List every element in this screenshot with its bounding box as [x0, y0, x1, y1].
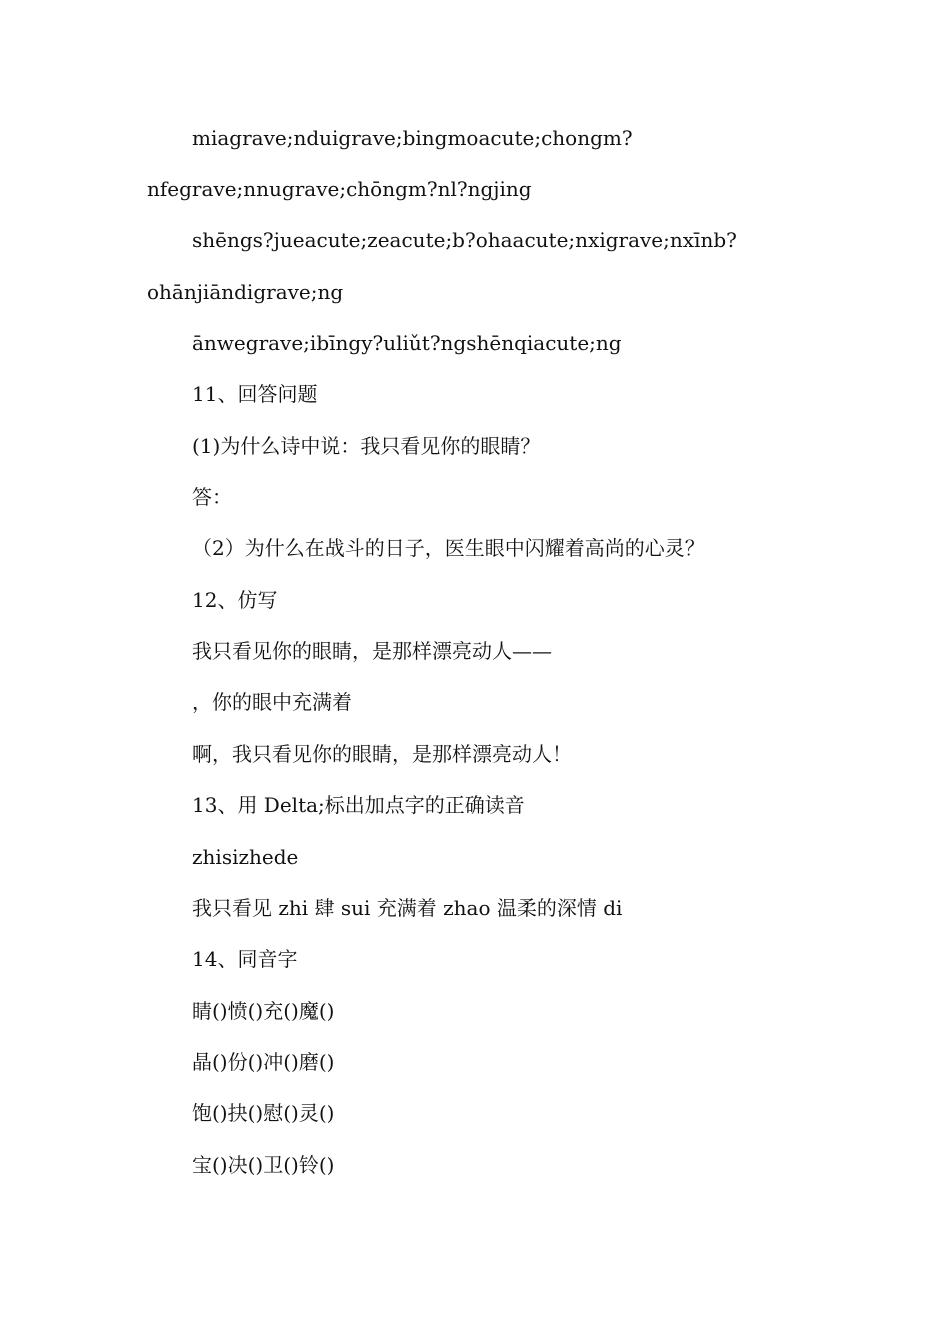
section-heading-11: 11、回答问题: [192, 382, 318, 406]
question-1: (1)为什么诗中说：我只看见你的眼睛？: [192, 434, 541, 458]
imitation-line-3: 啊，我只看见你的眼睛，是那样漂亮动人！: [192, 742, 572, 766]
answer-label: 答：: [192, 485, 232, 509]
question-2: （2）为什么在战斗的日子，医生眼中闪耀着高尚的心灵？: [192, 536, 705, 560]
section-heading-13: 13、用 Delta;标出加点字的正确读音: [192, 793, 525, 817]
section-heading-12: 12、仿写: [192, 588, 278, 612]
pinyin-line-2: nfegrave;nnugrave;chōngm?nl?ngjing: [147, 177, 532, 201]
imitation-line-2: ，你的眼中充满着: [192, 690, 352, 714]
homophone-row-1: 睛()愤()充()魔(): [192, 999, 335, 1023]
imitation-line-1: 我只看见你的眼睛，是那样漂亮动人——: [192, 639, 552, 663]
homophone-row-4: 宝()决()卫()铃(): [192, 1153, 335, 1177]
pinyin-line-5: ānwegrave;ibīngy?uliǔt?ngshēnqiacute;ng: [192, 331, 622, 355]
pinyin-prompt: zhisizhede: [192, 845, 299, 869]
section-heading-14: 14、同音字: [192, 947, 298, 971]
reading-sentence: 我只看见 zhi 肆 sui 充满着 zhao 温柔的深情 di: [192, 896, 623, 920]
homophone-row-2: 晶()份()冲()磨(): [192, 1050, 335, 1074]
pinyin-line-3: shēngs?jueacute;zeacute;b?ohaacute;nxigrave;nxīnb?: [192, 228, 737, 252]
pinyin-line-4: ohānjiāndigrave;ng: [147, 280, 344, 304]
homophone-row-3: 饱()抉()慰()灵(): [192, 1101, 335, 1125]
pinyin-line-1: miagrave;nduigrave;bingmoacute;chongm?: [192, 126, 633, 150]
